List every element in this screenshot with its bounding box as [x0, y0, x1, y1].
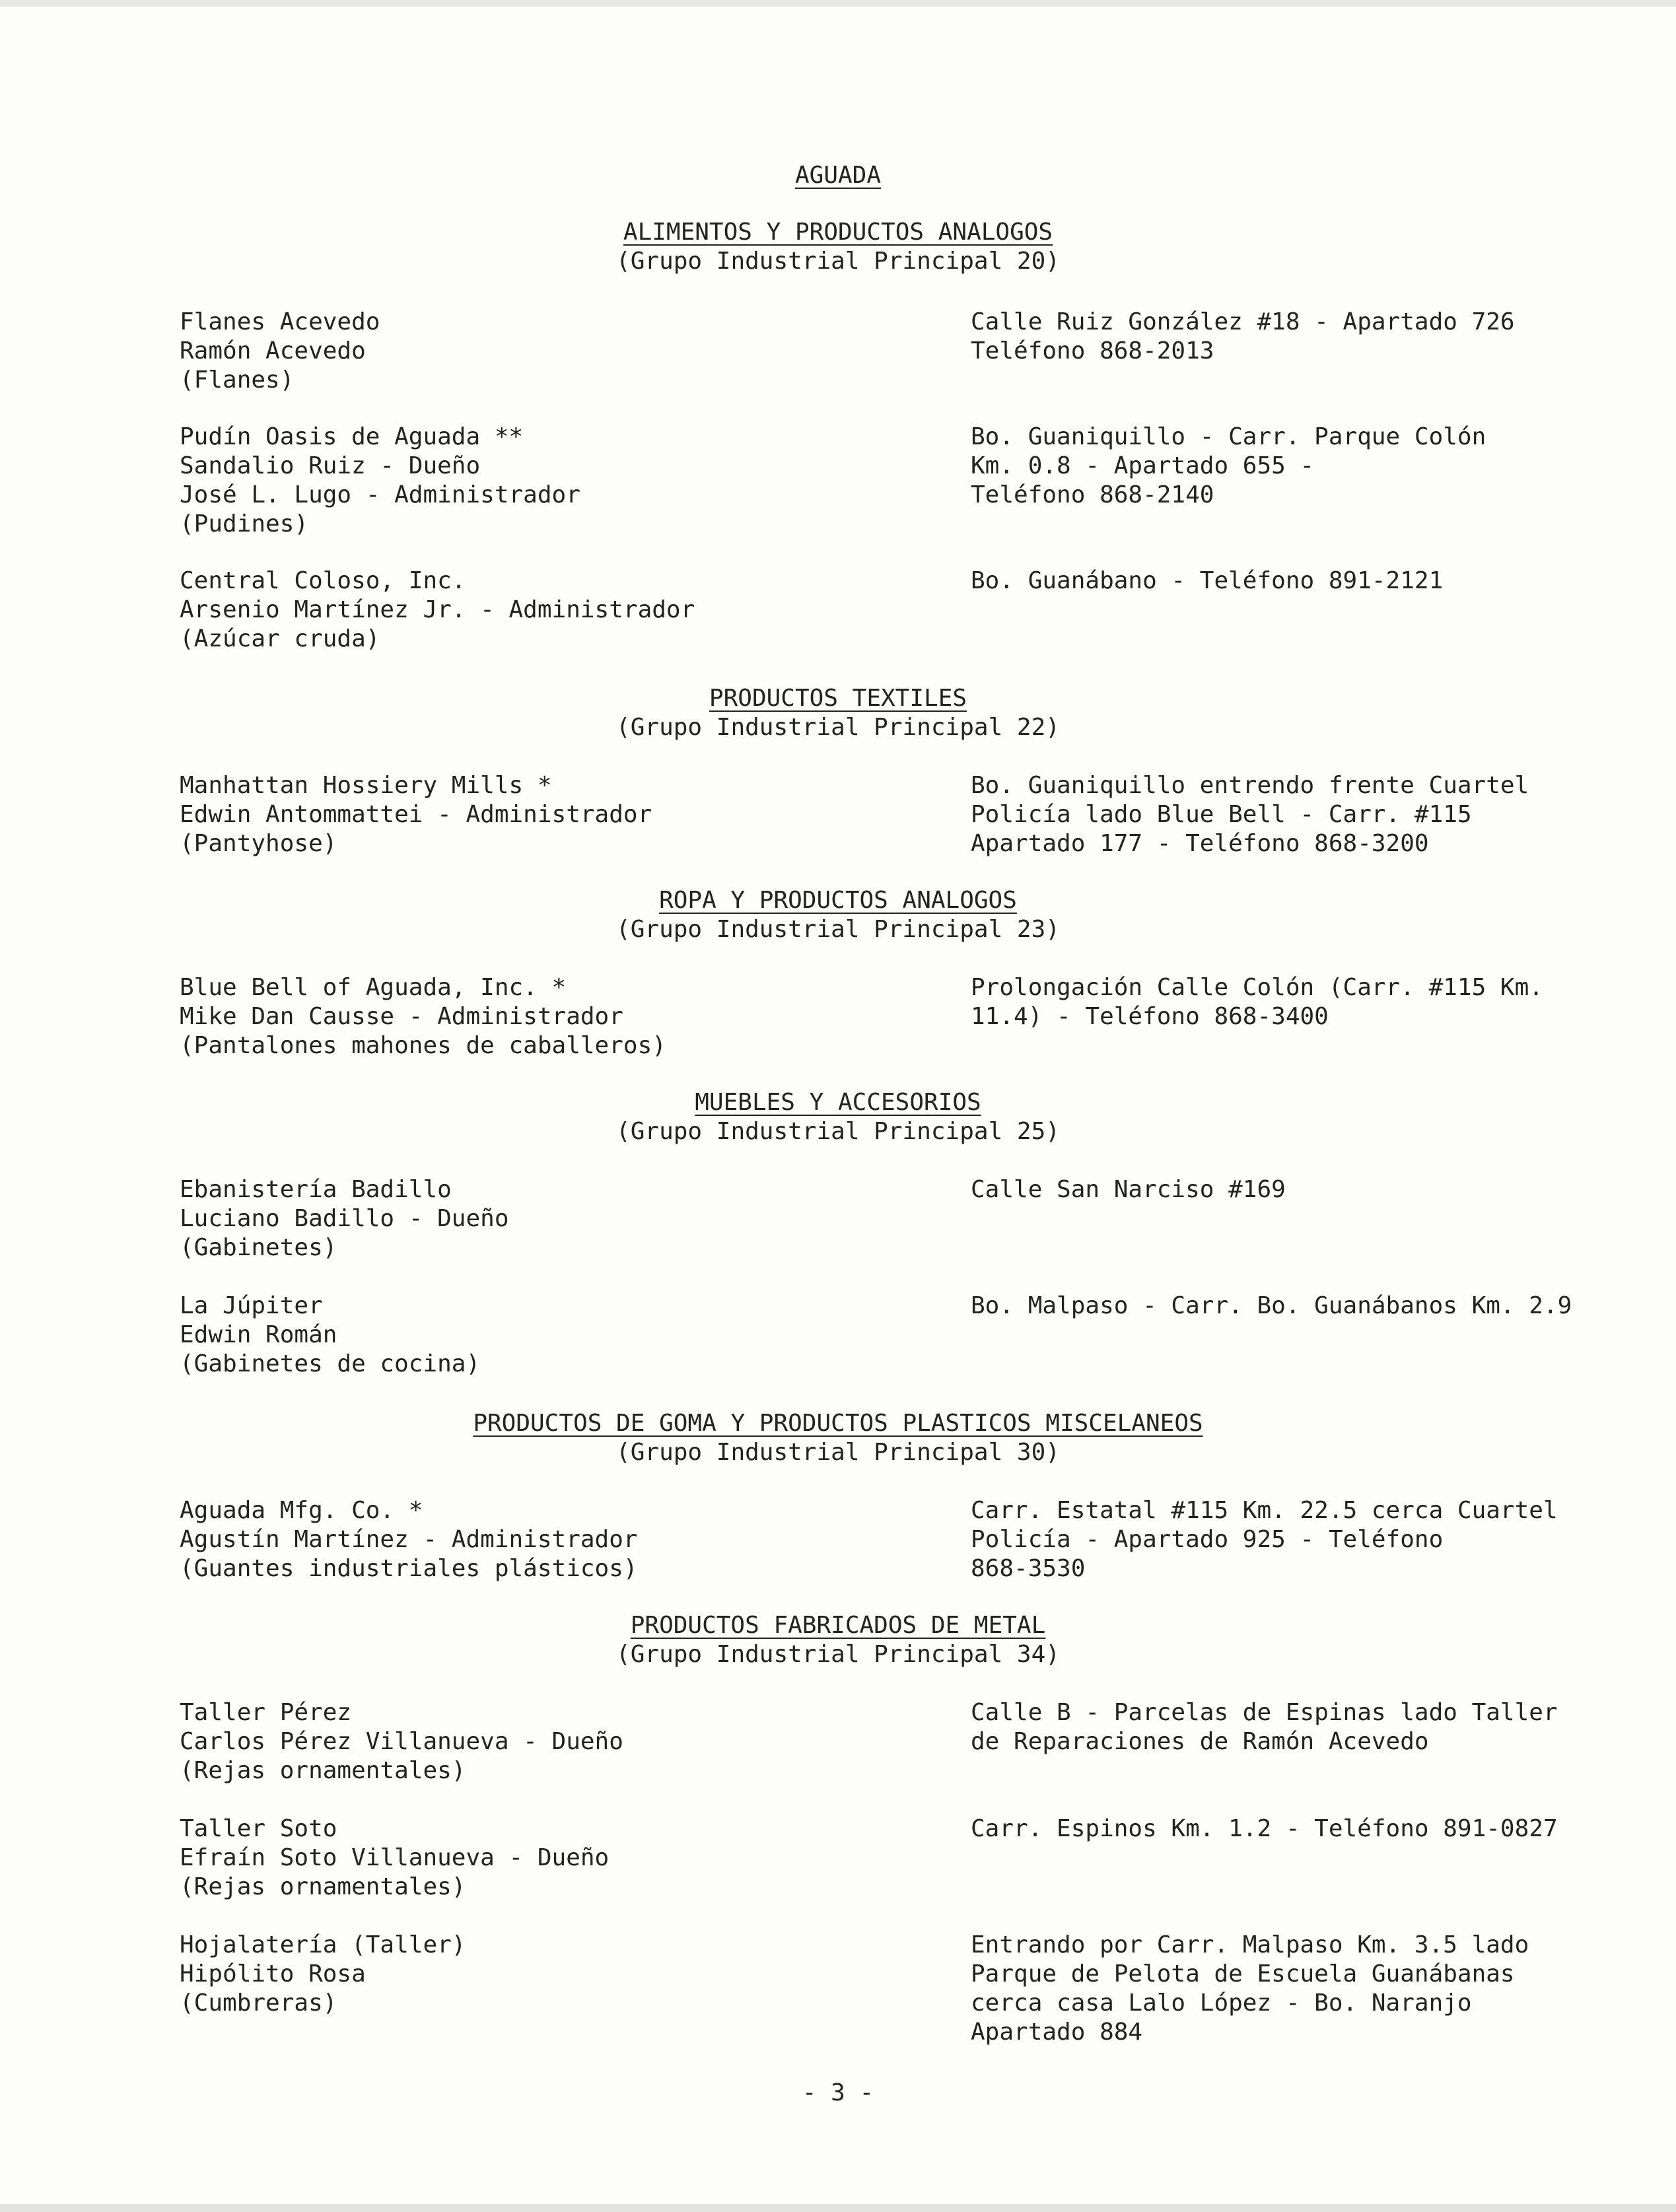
address-line: 11.4) - Teléfono 868-3400 — [971, 1003, 1329, 1030]
section-header-goma-plasticos — [0, 1409, 1676, 1467]
business-contact: Efraín Soto Villanueva - Dueño — [180, 1844, 610, 1871]
address-line: Policía lado Blue Bell - Carr. #115 — [971, 801, 1472, 828]
page-number: - 3 - — [802, 2079, 874, 2106]
business-product: (Rejas ornamentales) — [180, 1757, 466, 1784]
section-category: MUEBLES Y ACCESORIOS — [695, 1089, 981, 1116]
address-line: Calle San Narciso #169 — [971, 1176, 1286, 1203]
entry-business-info — [180, 1815, 939, 1902]
section-header-textiles — [0, 684, 1676, 742]
entry-address — [971, 567, 1644, 596]
entry-address — [971, 308, 1644, 366]
section-group: (Grupo Industrial Principal 22) — [616, 714, 1060, 741]
address-line: Teléfono 868-2013 — [971, 337, 1214, 364]
business-contact: Agustín Martínez - Administrador — [180, 1526, 638, 1553]
address-line: Carr. Espinos Km. 1.2 - Teléfono 891-0827 — [971, 1815, 1558, 1842]
business-name: Blue Bell of Aguada, Inc. * — [180, 974, 567, 1001]
section-group: (Grupo Industrial Principal 20) — [616, 248, 1060, 275]
business-contact: Luciano Badillo - Dueño — [180, 1205, 509, 1232]
entry-business-info — [180, 423, 939, 539]
business-product: (Azúcar cruda) — [180, 625, 380, 652]
section-group: (Grupo Industrial Principal 30) — [616, 1439, 1060, 1466]
address-line: Policía - Apartado 925 - Teléfono — [971, 1526, 1444, 1553]
entry-address — [971, 423, 1644, 510]
entry-business-info — [180, 1175, 939, 1262]
address-line: Bo. Guaniquillo entrendo frente Cuartel — [971, 772, 1529, 799]
business-product: (Guantes industriales plásticos) — [180, 1555, 638, 1582]
entry-address — [971, 1815, 1644, 1844]
business-name: Manhattan Hossiery Mills * — [180, 772, 552, 799]
business-name: La Júpiter — [180, 1292, 323, 1319]
business-contact: Edwin Román — [180, 1321, 337, 1348]
entry-address — [971, 1698, 1644, 1756]
entry-business-info — [180, 1698, 939, 1785]
business-product: (Gabinetes) — [180, 1234, 337, 1261]
business-product: (Cumbreras) — [180, 1989, 337, 2017]
section-group: (Grupo Industrial Principal 25) — [616, 1118, 1060, 1145]
business-name: Flanes Acevedo — [180, 308, 380, 335]
section-group: (Grupo Industrial Principal 23) — [616, 916, 1060, 943]
address-line: Calle Ruiz González #18 - Apartado 726 — [971, 308, 1515, 335]
entry-business-info — [180, 1496, 939, 1583]
business-contact: Carlos Pérez Villanueva - Dueño — [180, 1728, 623, 1755]
entry-business-info — [180, 308, 939, 395]
business-contact: Mike Dan Causse - Administrador — [180, 1003, 623, 1030]
address-line: de Reparaciones de Ramón Acevedo — [971, 1728, 1429, 1755]
business-product: (Pantalones mahones de caballeros) — [180, 1032, 666, 1059]
section-category: ALIMENTOS Y PRODUCTOS ANALOGOS — [623, 219, 1053, 246]
address-line: Apartado 884 — [971, 2019, 1143, 2046]
address-line: Entrando por Carr. Malpaso Km. 3.5 lado — [971, 1931, 1529, 1958]
business-name: Taller Pérez — [180, 1699, 352, 1726]
business-contact: Sandalio Ruiz - Dueño — [180, 452, 481, 479]
business-product: (Rejas ornamentales) — [180, 1873, 466, 1900]
section-header-alimentos — [0, 218, 1676, 276]
address-line: Parque de Pelota de Escuela Guanábanas — [971, 1960, 1515, 1987]
business-name: Ebanistería Badillo — [180, 1176, 452, 1203]
address-line: Bo. Guaniquillo - Carr. Parque Colón — [971, 423, 1486, 450]
business-contact: Edwin Antommattei - Administrador — [180, 801, 652, 828]
address-line: Calle B - Parcelas de Espinas lado Taller — [971, 1699, 1558, 1726]
business-name: Taller Soto — [180, 1815, 337, 1842]
business-product: (Pantyhose) — [180, 830, 337, 857]
town-heading: AGUADA — [794, 162, 882, 189]
address-line: Carr. Estatal #115 Km. 22.5 cerca Cuartel — [971, 1497, 1558, 1524]
business-product: (Pudines) — [180, 510, 309, 537]
section-group: (Grupo Industrial Principal 34) — [616, 1641, 1060, 1668]
section-category: ROPA Y PRODUCTOS ANALOGOS — [659, 887, 1017, 914]
address-line: Apartado 177 - Teléfono 868-3200 — [971, 830, 1429, 857]
address-line: Teléfono 868-2140 — [971, 481, 1214, 508]
entry-address — [971, 1175, 1644, 1204]
business-product: (Gabinetes de cocina) — [180, 1350, 481, 1377]
business-name: Aguada Mfg. Co. * — [180, 1497, 423, 1524]
entry-address — [971, 973, 1644, 1031]
section-category: PRODUCTOS TEXTILES — [709, 685, 967, 712]
address-line: Km. 0.8 - Apartado 655 - — [971, 452, 1315, 479]
business-name: Central Coloso, Inc. — [180, 567, 466, 594]
business-contact: Ramón Acevedo — [180, 337, 366, 364]
address-line: Bo. Guanábano - Teléfono 891-2121 — [971, 567, 1444, 594]
section-category: PRODUCTOS FABRICADOS DE METAL — [630, 1612, 1046, 1639]
entry-business-info — [180, 771, 939, 858]
address-line: cerca casa Lalo López - Bo. Naranjo — [971, 1989, 1472, 2017]
section-header-muebles — [0, 1088, 1676, 1146]
business-contact: Hipólito Rosa — [180, 1960, 366, 1987]
entry-address — [971, 1292, 1644, 1321]
business-product: (Flanes) — [180, 366, 295, 394]
business-name: Hojalatería (Taller) — [180, 1931, 466, 1958]
business-contact: José L. Lugo - Administrador — [180, 481, 580, 508]
entry-address — [971, 1496, 1644, 1583]
section-category: PRODUCTOS DE GOMA Y PRODUCTOS PLASTICOS MISCELANEOS — [473, 1410, 1203, 1437]
entry-business-info — [180, 567, 939, 654]
scan-edge-top — [0, 0, 1676, 7]
section-header-ropa — [0, 886, 1676, 944]
scan-edge-bottom — [0, 2204, 1676, 2212]
business-name: Pudín Oasis de Aguada ** — [180, 423, 524, 450]
address-line: Bo. Malpaso - Carr. Bo. Guanábanos Km. 2.9 — [971, 1292, 1572, 1319]
address-line: 868-3530 — [971, 1555, 1086, 1582]
entry-address — [971, 771, 1644, 858]
section-header-metal — [0, 1611, 1676, 1669]
entry-address — [971, 1931, 1644, 2047]
entry-business-info — [180, 1931, 939, 2018]
entry-business-info — [180, 973, 939, 1060]
address-line: Prolongación Calle Colón (Carr. #115 Km. — [971, 974, 1543, 1001]
entry-business-info — [180, 1292, 939, 1379]
business-contact: Arsenio Martínez Jr. - Administrador — [180, 596, 695, 623]
